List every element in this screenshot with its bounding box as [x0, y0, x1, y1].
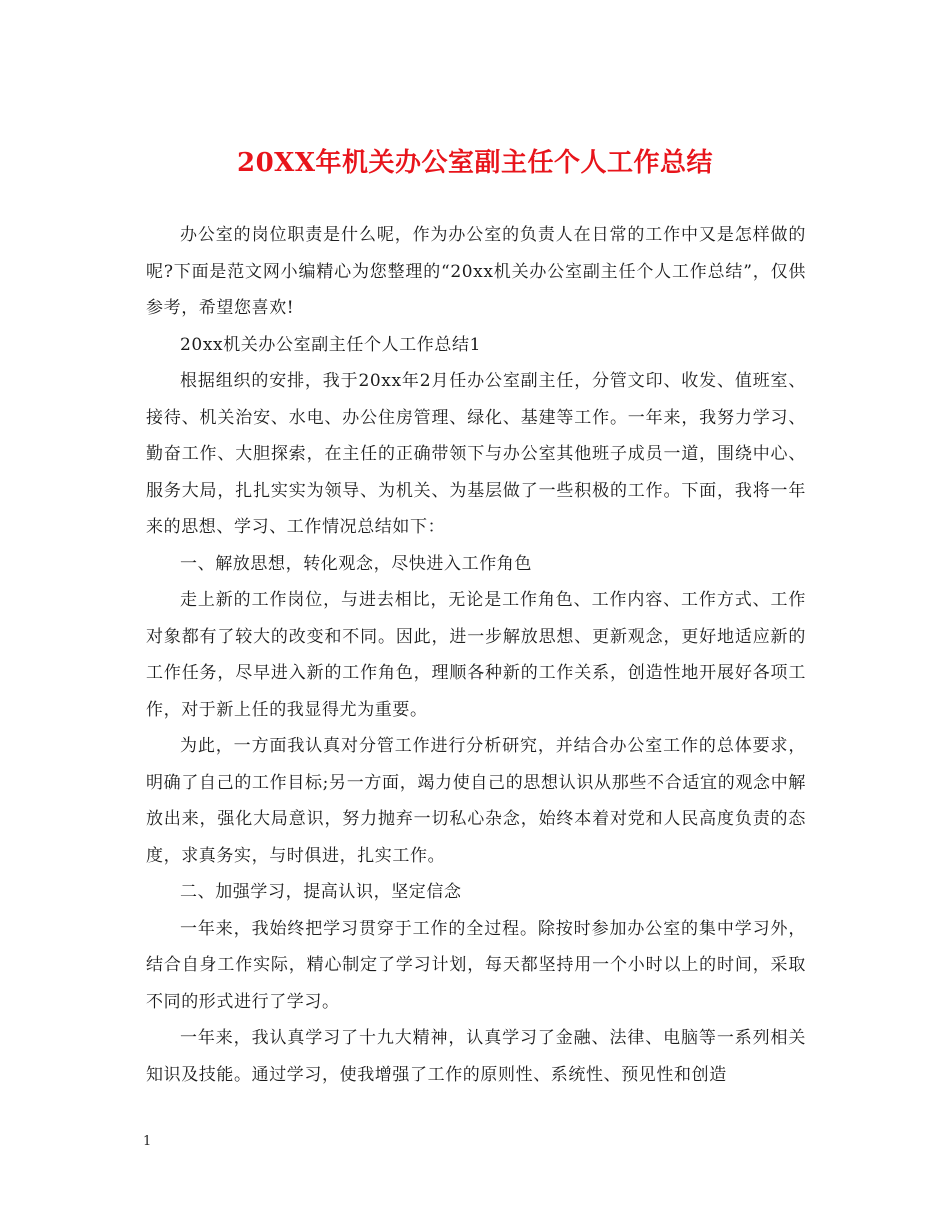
body-paragraph: 为此，一方面我认真对分管工作进行分析研究，并结合办公室工作的总体要求，明确了自己的工作目标;另一方面，竭力使自己的思想认识从那些不合适宜的观念中解放出来，强化大局意识，努力抛弃一切私心杂念，始终本着对党和人民高度负责的态度，求真务实，与时俱进，扎实工作。 — [146, 736, 806, 866]
section-title-1: 20xx机关办公室副主任个人工作总结1 — [180, 334, 482, 355]
page-number: 1 — [143, 1134, 152, 1149]
body-paragraph: 一年来，我认真学习了十九大精神，认真学习了金融、法律、电脑等一系列相关知识及技能。通过学习，使我增强了工作的原则性、系统性、预见性和创造 — [146, 1028, 806, 1085]
body-paragraph: 根据组织的安排，我于20xx年2月任办公室副主任，分管文印、收发、值班室、接待、机关治安、水电、办公住房管理、绿化、基建等工作。一年来，我努力学习、勤奋工作、大胆探索，在主任的正确带领下与办公室其他班子成员一道，围绕中心、服务大局，扎扎实实为领导、为机关、为基层做了一些积极的工作。下面，我将一年来的思想、学习、工作情况总结如下： — [146, 371, 806, 537]
document-title: 20XX年机关办公室副主任个人工作总结 — [236, 148, 714, 178]
body-paragraph: 走上新的工作岗位，与进去相比，无论是工作角色、工作内容、工作方式、工作对象都有了较大的改变和不同。因此，进一步解放思想、更新观念，更好地适应新的工作任务，尽早进入新的工作角色，理顺各种新的工作关系，创造性地开展好各项工作，对于新上任的我显得尤为重要。 — [146, 590, 806, 720]
document-body — [146, 217, 806, 1093]
heading-one: 一、解放思想，转化观念，尽快进入工作角色 — [180, 553, 532, 574]
body-paragraph: 一年来，我始终把学习贯穿于工作的全过程。除按时参加办公室的集中学习外，结合自身工作实际，精心制定了学习计划，每天都坚持用一个小时以上的时间，采取不同的形式进行了学习。 — [146, 918, 806, 1012]
intro-paragraph: 办公室的岗位职责是什么呢，作为办公室的负责人在日常的工作中又是怎样做的呢?下面是范文网小编精心为您整理的“20xx机关办公室副主任个人工作总结”，仅供参考，希望您喜欢! — [146, 225, 806, 318]
heading-two: 二、加强学习，提高认识，坚定信念 — [180, 882, 462, 902]
